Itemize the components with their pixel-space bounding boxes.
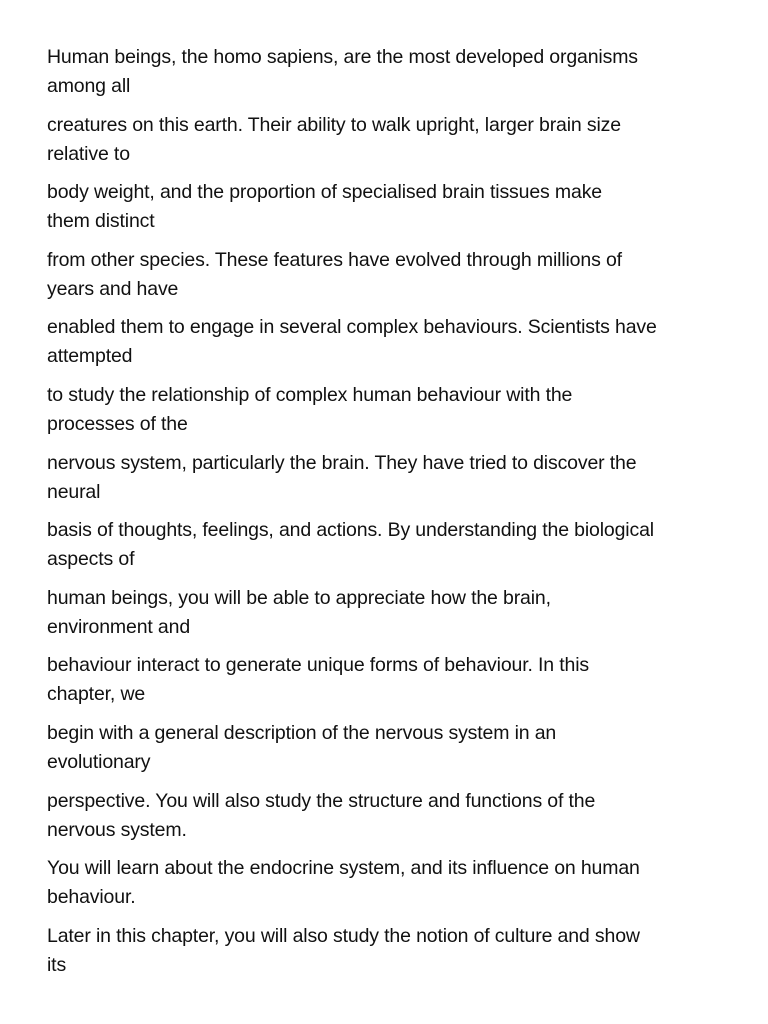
- paragraph-12: [47, 787, 727, 845]
- paragraph-line: Later in this chapter, you will also study the notion of culture and show: [47, 924, 640, 947]
- paragraph-10: [47, 651, 727, 709]
- paragraph-3: [47, 178, 727, 236]
- paragraph-line: perspective. You will also study the structure and functions of the: [47, 789, 596, 812]
- paragraph-1: [47, 43, 727, 101]
- paragraph-8: [47, 516, 727, 574]
- paragraph-line: environment and: [47, 615, 191, 638]
- paragraph-13: [47, 854, 727, 912]
- paragraph-line: among all: [47, 75, 131, 97]
- paragraph-line: basis of thoughts, feelings, and actions. By understanding the biological: [47, 519, 654, 542]
- paragraph-line: behaviour interact to generate unique forms of behaviour. In this: [47, 654, 590, 677]
- paragraph-line: them distinct: [47, 210, 155, 233]
- paragraph-line: nervous system.: [47, 818, 187, 841]
- paragraph-9: [47, 584, 727, 642]
- paragraph-line: aspects of: [47, 548, 135, 571]
- paragraph-line: chapter, we: [47, 683, 146, 706]
- paragraph-line: its: [47, 953, 67, 976]
- paragraph-line: behaviour.: [47, 886, 136, 909]
- paragraph-11: [47, 719, 727, 777]
- paragraph-5: [47, 313, 727, 371]
- paragraph-line: years and have: [47, 277, 179, 300]
- text-column: [47, 43, 727, 989]
- paragraph-line: You will learn about the endocrine system, and its influence on human: [47, 857, 640, 880]
- paragraph-14: [47, 922, 727, 980]
- paragraph-7: [47, 449, 727, 507]
- paragraph-4: [47, 246, 727, 304]
- paragraph-line: to study the relationship of complex human behaviour with the: [47, 383, 573, 406]
- paragraph-line: enabled them to engage in several complex behaviours. Scientists have: [47, 316, 657, 339]
- paragraph-line: Human beings, the homo sapiens, are the most developed organisms: [47, 46, 638, 68]
- paragraph-line: processes of the: [47, 412, 188, 435]
- paragraph-line: attempted: [47, 345, 133, 368]
- paragraph-line: begin with a general description of the nervous system in an: [47, 721, 557, 744]
- paragraph-6: [47, 381, 727, 439]
- paragraph-line: human beings, you will be able to appreciate how the brain,: [47, 586, 551, 609]
- paragraph-line: evolutionary: [47, 750, 151, 773]
- paragraph-line: creatures on this earth. Their ability to walk upright, larger brain size: [47, 113, 621, 136]
- paragraph-2: [47, 111, 727, 169]
- paragraph-line: from other species. These features have evolved through millions of: [47, 248, 622, 271]
- paragraph-line: nervous system, particularly the brain. They have tried to discover the: [47, 451, 637, 474]
- paragraph-line: body weight, and the proportion of specialised brain tissues make: [47, 181, 602, 204]
- paragraph-line: neural: [47, 480, 101, 503]
- paragraph-line: relative to: [47, 142, 130, 165]
